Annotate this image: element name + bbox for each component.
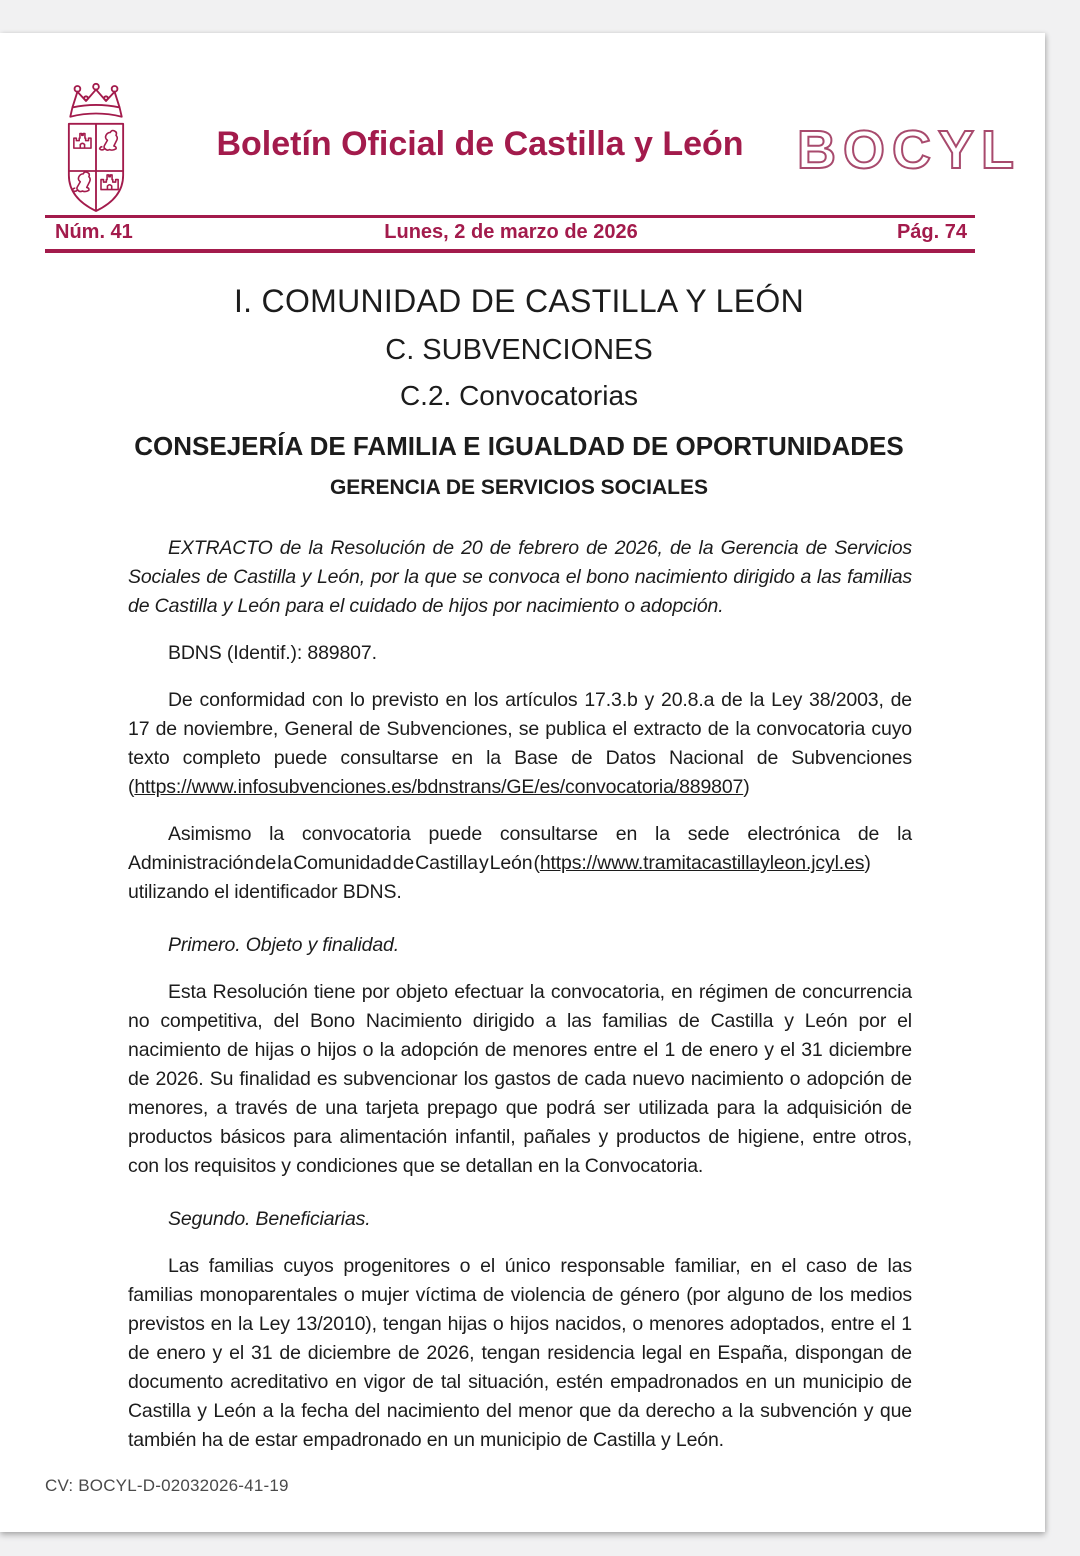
heading-department: CONSEJERÍA DE FAMILIA E IGUALDAD DE OPORTUNIDADES xyxy=(134,431,904,462)
conformidad-text-after: ) xyxy=(743,776,750,799)
asimismo-line-1: Asimismo la convocatoria puede consultarse en la sede electrónica de la xyxy=(168,823,912,846)
cv-verification-code: CV: BOCYL-D-02032026-41-19 xyxy=(45,1476,289,1495)
primero-paragraph: Esta Resolución tiene por objeto efectuar la convocatoria, en régimen de concurrencia no competitiva, del Bono Nacimiento dirigido a las familias de Castilla y León por el nacimiento de hijas o hijos o la adopción de menores entre el 1 de enero y el 31 diciembre de 2026. Su finalidad es subvencionar los gastos de cada nuevo nacimiento o adopción de menores, a través de una tarjeta prepago que podrá ser utilizada para la adquisición de productos básicos para alimentación infantil, pañales y productos de higiene, entre otros, con los requisitos y condiciones que se detallan en la Convocatoria. xyxy=(128,981,912,1178)
document-page xyxy=(0,33,1045,1532)
issue-date: Lunes, 2 de marzo de 2026 xyxy=(384,221,638,243)
asimismo-text: Administración de la Comunidad de Castilla y León ( xyxy=(128,852,540,875)
asimismo-line-2 xyxy=(128,849,912,878)
asimismo-paragraph xyxy=(128,820,912,907)
issue-number: Núm. 41 xyxy=(55,221,133,243)
heading-community: I. COMUNIDAD DE CASTILLA Y LEÓN xyxy=(233,283,805,319)
bocyl-logo: BOCYL xyxy=(797,120,1021,180)
tramita-portal-link[interactable]: https://www.tramitacastillayleon.jcyl.es xyxy=(539,852,865,875)
bdns-database-link[interactable]: https://www.infosubvenciones.es/bdnstrans/GE/es/convocatoria/889807 xyxy=(134,776,744,799)
extract-paragraph: EXTRACTO de la Resolución de 20 de febrero de 2026, de la Gerencia de Servicios Sociales de Castilla y León, por la que se convoca el bono nacimiento dirigido a las familias de Castilla y León para el cuidado de hijos por nacimiento o adopción. xyxy=(128,537,912,618)
document-body xyxy=(128,534,912,1455)
heading-segundo: Segundo. Beneficiarias. xyxy=(168,1208,371,1231)
heading-section: C. SUBVENCIONES xyxy=(385,333,653,366)
bdns-identifier: BDNS (Identif.): 889807. xyxy=(168,642,377,665)
segundo-paragraph: Las familias cuyos progenitores o el único responsable familiar, en el caso de las familias monoparentales o mujer víctima de violencia de género (por alguno de los medios previstos en la Ley 13/2010), tengan hijas o hijos nacidos, o menores adoptados, entre el 1 de enero y el 31 de diciembre de 2026, tengan residencia legal en España, dispongan de documento acreditativo en vigor de tal situación, estén empadronados en un municipio de Castilla y León a la fecha del nacimiento del menor que da derecho a la subvención y que también ha de estar empadronado en un municipio de Castilla y León. xyxy=(128,1255,912,1452)
asimismo-text-after: ) xyxy=(864,852,871,875)
meta-bar xyxy=(45,215,975,253)
bulletin-title: Boletín Oficial de Castilla y León xyxy=(216,125,744,163)
conformidad-paragraph xyxy=(128,686,912,802)
conformidad-text: De conformidad con lo previsto en los artículos 17.3.b y 20.8.a de la Ley 38/2003, de 17 de noviembre, General de Subvenciones, se publica el extracto de la convocatoria cuyo texto completo puede consultarse en la Base de Datos Nacional de Subvenciones ( xyxy=(128,689,912,799)
heading-primero: Primero. Objeto y finalidad. xyxy=(168,934,399,957)
masthead xyxy=(0,33,1045,215)
heading-agency: GERENCIA DE SERVICIOS SOCIALES xyxy=(329,476,709,500)
section-headings xyxy=(128,283,910,500)
heading-subsection: C.2. Convocatorias xyxy=(399,380,639,412)
castilla-leon-coat-of-arms-icon xyxy=(53,81,139,226)
asimismo-line-3: utilizando el identificador BDNS. xyxy=(128,881,402,904)
page-number: Pág. 74 xyxy=(896,221,967,243)
